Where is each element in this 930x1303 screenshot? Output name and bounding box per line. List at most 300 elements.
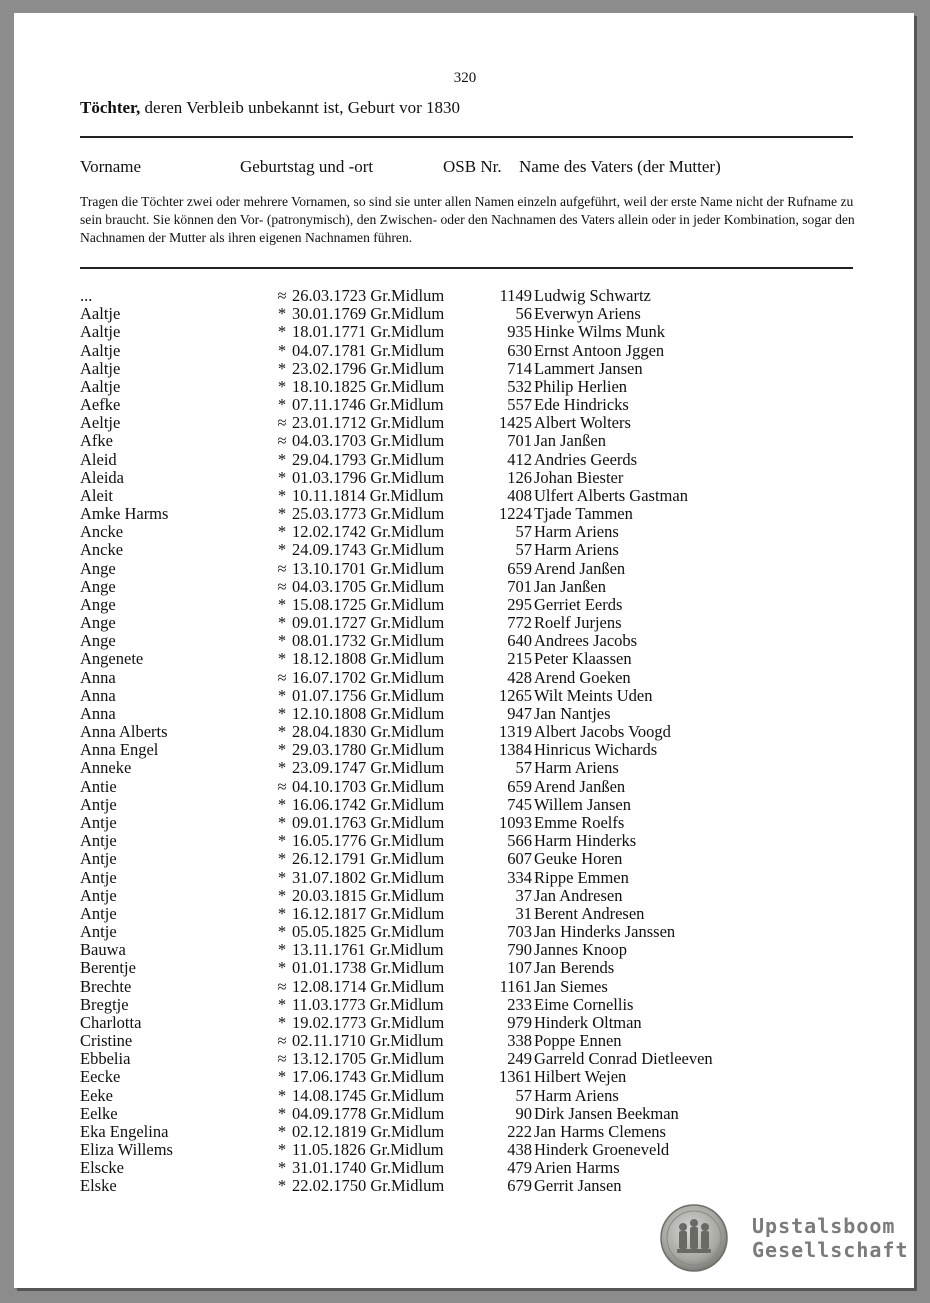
entry-name: Bregtje (80, 994, 129, 1014)
entry-osb-number: 1265 (499, 685, 532, 705)
table-row (80, 959, 860, 977)
entry-date-place: 04.10.1703 Gr.Midlum (292, 776, 445, 796)
table-row (80, 632, 860, 650)
entry-father-name: Arien Harms (534, 1158, 620, 1178)
bottom-rule (80, 267, 853, 269)
entry-osb-number: 947 (507, 703, 532, 723)
entry-date-place: 04.07.1781 Gr.Midlum (292, 340, 445, 360)
entry-osb-number: 57 (515, 1085, 532, 1105)
entry-event-mark: * (277, 794, 287, 814)
entry-event-mark: ≈ (277, 1031, 287, 1051)
table-row (80, 759, 860, 777)
table-row (80, 741, 860, 759)
entry-father-name: Gerriet Eerds (534, 594, 623, 614)
entry-date-place: 12.08.1714 Gr.Midlum (292, 976, 445, 996)
entry-name: Eecke (80, 1067, 121, 1087)
entry-father-name: Jan Siemes (534, 976, 608, 996)
entry-event-mark: * (277, 703, 287, 723)
seal-icon (659, 1203, 729, 1273)
column-header-vorname: Vorname (80, 157, 142, 176)
entry-father-name: Eime Cornellis (534, 994, 634, 1014)
entry-father-name: Arend Janßen (534, 776, 626, 796)
table-row (80, 923, 860, 941)
table-row (80, 687, 860, 705)
entry-osb-number: 701 (507, 576, 532, 596)
table-row (80, 505, 860, 523)
entry-name: Angenete (80, 649, 144, 669)
entry-father-name: Jan Hinderks Janssen (534, 922, 676, 942)
entry-osb-number: 222 (507, 1121, 532, 1141)
entry-date-place: 02.12.1819 Gr.Midlum (292, 1121, 445, 1141)
table-row (80, 1177, 860, 1195)
entry-father-name: Emme Roelfs (534, 812, 625, 832)
entry-name: Ancke (80, 522, 124, 542)
entry-father-name: Andries Geerds (534, 449, 638, 469)
entry-name: Ange (80, 613, 116, 633)
entry-osb-number: 57 (515, 540, 532, 560)
entry-osb-number: 233 (507, 994, 532, 1014)
entry-osb-number: 90 (515, 1103, 532, 1123)
entry-name: Aleid (80, 449, 117, 469)
entry-name: Aleida (80, 467, 124, 487)
entry-event-mark: * (277, 1103, 287, 1123)
entry-event-mark: * (277, 958, 287, 978)
entry-date-place: 13.11.1761 Gr.Midlum (292, 940, 444, 960)
entry-event-mark: * (277, 1140, 287, 1160)
entry-father-name: Hinke Wilms Munk (534, 322, 666, 342)
entry-event-mark: * (277, 903, 287, 923)
table-row (80, 705, 860, 723)
entry-name: Anna Alberts (80, 722, 168, 742)
table-row (80, 541, 860, 559)
entry-name: Ebbelia (80, 1049, 131, 1069)
entry-date-place: 29.04.1793 Gr.Midlum (292, 449, 445, 469)
entry-event-mark: * (277, 885, 287, 905)
entry-father-name: Hinderk Oltman (534, 1012, 642, 1032)
entry-name: Aefke (80, 395, 121, 415)
entry-date-place: 31.07.1802 Gr.Midlum (292, 867, 445, 887)
logo-line-2: Gesellschaft (752, 1238, 909, 1262)
entry-event-mark: * (277, 1085, 287, 1105)
entry-name: Amke Harms (80, 504, 169, 524)
entry-osb-number: 532 (507, 376, 532, 396)
entry-date-place: 16.07.1702 Gr.Midlum (292, 667, 445, 687)
entry-name: Antje (80, 831, 117, 851)
entry-name: Aaltje (80, 322, 121, 342)
entry-date-place: 18.12.1808 Gr.Midlum (292, 649, 445, 669)
entry-name: Eeke (80, 1085, 113, 1105)
table-row (80, 469, 860, 487)
entry-event-mark: * (277, 613, 287, 633)
entry-father-name: Garreld Conrad Dietleeven (534, 1049, 713, 1069)
entry-name: Ange (80, 631, 116, 651)
table-row (80, 978, 860, 996)
entry-osb-number: 701 (507, 431, 532, 451)
table-row (80, 941, 860, 959)
table-row (80, 905, 860, 923)
entry-father-name: Ludwig Schwartz (534, 286, 651, 305)
entry-event-mark: * (277, 340, 287, 360)
entry-father-name: Albert Jacobs Voogd (534, 722, 671, 742)
entry-date-place: 28.04.1830 Gr.Midlum (292, 722, 445, 742)
entry-father-name: Harm Ariens (534, 522, 619, 542)
table-row (80, 887, 860, 905)
entry-name: Elske (80, 1176, 117, 1196)
entry-date-place: 15.08.1725 Gr.Midlum (292, 594, 445, 614)
entry-event-mark: * (277, 831, 287, 851)
entry-name: Anna (80, 667, 116, 687)
entry-father-name: Dirk Jansen Beekman (534, 1103, 679, 1123)
entry-event-mark: ≈ (277, 1049, 287, 1069)
entry-osb-number: 607 (507, 849, 532, 869)
entry-osb-number: 215 (507, 649, 532, 669)
entry-name: Aaltje (80, 358, 121, 378)
table-row (80, 451, 860, 469)
entry-name: Aaltje (80, 340, 121, 360)
entry-name: Eelke (80, 1103, 118, 1123)
entry-event-mark: * (277, 467, 287, 487)
entry-date-place: 18.10.1825 Gr.Midlum (292, 376, 445, 396)
entry-date-place: 23.01.1712 Gr.Midlum (292, 413, 445, 433)
entry-date-place: 26.12.1791 Gr.Midlum (292, 849, 445, 869)
entry-osb-number: 630 (507, 340, 532, 360)
entry-osb-number: 334 (507, 867, 532, 887)
entry-date-place: 18.01.1771 Gr.Midlum (292, 322, 445, 342)
entry-event-mark: * (277, 812, 287, 832)
entry-date-place: 17.06.1743 Gr.Midlum (292, 1067, 445, 1087)
entry-name: Antje (80, 922, 117, 942)
entry-date-place: 16.12.1817 Gr.Midlum (292, 903, 445, 923)
entry-date-place: 23.02.1796 Gr.Midlum (292, 358, 445, 378)
table-row (80, 1014, 860, 1032)
entry-name: Anneke (80, 758, 132, 778)
document-page (14, 13, 914, 1288)
entry-father-name: Everwyn Ariens (534, 304, 641, 324)
entry-father-name: Harm Hinderks (534, 831, 637, 851)
entry-name: Antje (80, 903, 117, 923)
entry-osb-number: 56 (515, 304, 532, 324)
entry-date-place: 01.07.1756 Gr.Midlum (292, 685, 445, 705)
entry-osb-number: 935 (507, 322, 532, 342)
entry-name: Anna Engel (80, 740, 159, 760)
entry-date-place: 16.06.1742 Gr.Midlum (292, 794, 445, 814)
table-row (80, 487, 860, 505)
entry-event-mark: * (277, 1012, 287, 1032)
entry-osb-number: 31 (515, 903, 532, 923)
entry-name: Eliza Willems (80, 1140, 173, 1160)
entry-osb-number: 1161 (499, 976, 532, 996)
entry-name: Aeltje (80, 413, 121, 433)
explanatory-note: Tragen die Töchter zwei oder mehrere Vornamen, so sind sie unter allen Namen einzeln aufgeführt, weil der erste Name nicht der Rufname zu sein braucht. Sie können den Vor- (patronymisch), den Zwischen- oder den Nachnamen des Vaters allein oder in jeder Kombination, sogar den Nachnamen der Mutter als ihren eigenen Nachnamen führen. (80, 194, 855, 245)
column-header-geburt: Geburtstag und -ort (240, 157, 374, 176)
entry-event-mark: * (277, 740, 287, 760)
entry-father-name: Lammert Jansen (534, 358, 643, 378)
entry-name: Berentje (80, 958, 136, 978)
table-row (80, 814, 860, 832)
entry-name: Anna (80, 703, 116, 723)
entry-father-name: Geuke Horen (534, 849, 623, 869)
entry-osb-number: 479 (507, 1158, 532, 1178)
entry-event-mark: * (277, 722, 287, 742)
entry-osb-number: 57 (515, 758, 532, 778)
entry-event-mark: * (277, 504, 287, 524)
page-number: 320 (453, 70, 477, 86)
table-row (80, 378, 860, 396)
table-row (80, 287, 860, 305)
entry-osb-number: 772 (507, 613, 532, 633)
entry-father-name: Willem Jansen (534, 794, 631, 814)
table-row (80, 342, 860, 360)
entry-father-name: Hinricus Wichards (534, 740, 658, 760)
entry-name: Afke (80, 431, 113, 451)
table-row (80, 578, 860, 596)
table-row (80, 360, 860, 378)
table-row (80, 1159, 860, 1177)
entry-date-place: 20.03.1815 Gr.Midlum (292, 885, 445, 905)
entry-date-place: 09.01.1763 Gr.Midlum (292, 812, 445, 832)
entry-event-mark: * (277, 395, 287, 415)
entry-name: Bauwa (80, 940, 126, 960)
entry-father-name: Arend Goeken (534, 667, 631, 687)
table-row (80, 1087, 860, 1105)
column-header-osb: OSB Nr. (443, 157, 502, 176)
entries-list (80, 287, 860, 1196)
entry-name: Eka Engelina (80, 1121, 169, 1141)
entry-osb-number: 37 (515, 885, 532, 905)
entry-date-place: 14.08.1745 Gr.Midlum (292, 1085, 445, 1105)
entry-father-name: Ede Hindricks (534, 395, 629, 415)
entry-event-mark: * (277, 540, 287, 560)
table-row (80, 850, 860, 868)
logo-line-1: Upstalsboom (752, 1214, 896, 1238)
entry-name: Antje (80, 885, 117, 905)
table-row (80, 305, 860, 323)
entry-father-name: Tjade Tammen (534, 504, 633, 524)
logo-text (752, 1214, 909, 1262)
table-row (80, 778, 860, 796)
table-row (80, 1123, 860, 1141)
table-row (80, 869, 860, 887)
entry-event-mark: * (277, 994, 287, 1014)
entry-event-mark: * (277, 758, 287, 778)
entry-osb-number: 1361 (499, 1067, 532, 1087)
entry-osb-number: 428 (507, 667, 532, 687)
entry-osb-number: 659 (507, 776, 532, 796)
entry-father-name: Jannes Knoop (534, 940, 628, 960)
entry-father-name: Ulfert Alberts Gastman (534, 485, 688, 505)
entry-event-mark: ≈ (277, 576, 287, 596)
entry-osb-number: 338 (507, 1031, 532, 1051)
entry-date-place: 31.01.1740 Gr.Midlum (292, 1158, 445, 1178)
entry-date-place: 01.01.1738 Gr.Midlum (292, 958, 445, 978)
entry-osb-number: 412 (507, 449, 532, 469)
entry-osb-number: 557 (507, 395, 532, 415)
entry-event-mark: * (277, 922, 287, 942)
entry-date-place: 07.11.1746 Gr.Midlum (292, 395, 444, 415)
table-row (80, 832, 860, 850)
entry-event-mark: * (277, 685, 287, 705)
entry-father-name: Wilt Meints Uden (534, 685, 653, 705)
entry-osb-number: 679 (507, 1176, 532, 1196)
entry-father-name: Berent Andresen (534, 903, 645, 923)
entry-father-name: Harm Ariens (534, 1085, 619, 1105)
entry-event-mark: * (277, 522, 287, 542)
entry-father-name: Jan Andresen (534, 885, 623, 905)
entry-event-mark: * (277, 649, 287, 669)
table-row (80, 523, 860, 541)
entry-event-mark: ≈ (277, 413, 287, 433)
entry-date-place: 25.03.1773 Gr.Midlum (292, 504, 445, 524)
table-row (80, 796, 860, 814)
entry-father-name: Albert Wolters (534, 413, 631, 433)
society-logo (659, 1203, 909, 1273)
entry-father-name: Roelf Jurjens (534, 613, 622, 633)
entry-event-mark: ≈ (277, 776, 287, 796)
table-row (80, 1050, 860, 1068)
entry-event-mark: ≈ (277, 976, 287, 996)
entry-name: Elscke (80, 1158, 124, 1178)
entry-date-place: 24.09.1743 Gr.Midlum (292, 540, 445, 560)
entry-father-name: Harm Ariens (534, 758, 619, 778)
entry-event-mark: * (277, 304, 287, 324)
entry-date-place: 13.12.1705 Gr.Midlum (292, 1049, 445, 1069)
entry-date-place: 01.03.1796 Gr.Midlum (292, 467, 445, 487)
entry-osb-number: 1425 (499, 413, 532, 433)
entry-name: Ange (80, 558, 116, 578)
entry-name: Brechte (80, 976, 132, 996)
entry-osb-number: 1224 (499, 504, 532, 524)
entry-date-place: 30.01.1769 Gr.Midlum (292, 304, 445, 324)
table-row (80, 396, 860, 414)
entry-father-name: Jan Janßen (534, 576, 606, 596)
table-row (80, 614, 860, 632)
entry-osb-number: 703 (507, 922, 532, 942)
top-rule (80, 136, 853, 138)
entry-osb-number: 1149 (499, 286, 532, 305)
entry-event-mark: * (277, 1067, 287, 1087)
entry-name: Antje (80, 849, 117, 869)
entry-father-name: Jan Nantjes (534, 703, 611, 723)
table-row (80, 996, 860, 1014)
entry-osb-number: 659 (507, 558, 532, 578)
entry-name: ... (80, 286, 93, 305)
entry-date-place: 08.01.1732 Gr.Midlum (292, 631, 445, 651)
entry-date-place: 11.05.1826 Gr.Midlum (292, 1140, 444, 1160)
entry-date-place: 05.05.1825 Gr.Midlum (292, 922, 445, 942)
entry-name: Charlotta (80, 1012, 142, 1032)
entry-father-name: Peter Klaassen (534, 649, 632, 669)
entry-date-place: 11.03.1773 Gr.Midlum (292, 994, 444, 1014)
entry-event-mark: * (277, 1121, 287, 1141)
entry-father-name: Arend Janßen (534, 558, 626, 578)
section-title-bold: Töchter, (80, 98, 141, 117)
entry-name: Aleit (80, 485, 113, 505)
entry-father-name: Ernst Antoon Jggen (534, 340, 665, 360)
table-row (80, 560, 860, 578)
entry-name: Antje (80, 794, 117, 814)
entry-name: Aaltje (80, 304, 121, 324)
entry-event-mark: * (277, 1158, 287, 1178)
table-row (80, 432, 860, 450)
entry-osb-number: 408 (507, 485, 532, 505)
entry-event-mark: * (277, 631, 287, 651)
entry-father-name: Andrees Jacobs (534, 631, 638, 651)
entry-date-place: 29.03.1780 Gr.Midlum (292, 740, 445, 760)
entry-father-name: Jan Harms Clemens (534, 1121, 666, 1141)
entry-name: Antje (80, 867, 117, 887)
entry-osb-number: 107 (507, 958, 532, 978)
entry-father-name: Harm Ariens (534, 540, 619, 560)
entry-date-place: 22.02.1750 Gr.Midlum (292, 1176, 445, 1196)
entry-osb-number: 1384 (499, 740, 532, 760)
entry-osb-number: 640 (507, 631, 532, 651)
entry-osb-number: 1093 (499, 812, 532, 832)
entry-date-place: 12.10.1808 Gr.Midlum (292, 703, 445, 723)
entry-name: Ange (80, 594, 116, 614)
entry-father-name: Gerrit Jansen (534, 1176, 622, 1196)
entry-name: Antie (80, 776, 117, 796)
entry-name: Cristine (80, 1031, 133, 1051)
section-title (80, 98, 460, 118)
table-row (80, 723, 860, 741)
entry-date-place: 26.03.1723 Gr.Midlum (292, 286, 445, 305)
entry-osb-number: 790 (507, 940, 532, 960)
entry-event-mark: ≈ (277, 286, 287, 305)
entry-date-place: 10.11.1814 Gr.Midlum (292, 485, 444, 505)
entry-event-mark: * (277, 940, 287, 960)
entry-father-name: Johan Biester (534, 467, 624, 487)
entry-event-mark: * (277, 322, 287, 342)
entry-osb-number: 438 (507, 1140, 532, 1160)
entry-event-mark: * (277, 485, 287, 505)
entry-event-mark: * (277, 449, 287, 469)
entry-date-place: 02.11.1710 Gr.Midlum (292, 1031, 444, 1051)
entry-osb-number: 57 (515, 522, 532, 542)
entry-father-name: Philip Herlien (534, 376, 628, 396)
entry-osb-number: 979 (507, 1012, 532, 1032)
table-row (80, 1141, 860, 1159)
entry-osb-number: 745 (507, 794, 532, 814)
table-row (80, 596, 860, 614)
table-row (80, 323, 860, 341)
entry-event-mark: * (277, 849, 287, 869)
entry-event-mark: * (277, 1176, 287, 1196)
entry-name: Ange (80, 576, 116, 596)
entry-event-mark: * (277, 594, 287, 614)
entry-date-place: 04.09.1778 Gr.Midlum (292, 1103, 445, 1123)
entry-date-place: 09.01.1727 Gr.Midlum (292, 613, 445, 633)
entry-osb-number: 249 (507, 1049, 532, 1069)
entry-name: Ancke (80, 540, 124, 560)
entry-father-name: Poppe Ennen (534, 1031, 622, 1051)
entry-father-name: Rippe Emmen (534, 867, 629, 887)
entry-event-mark: * (277, 867, 287, 887)
section-title-rest: deren Verbleib unbekannt ist, Geburt vor 1830 (140, 98, 461, 117)
entry-name: Aaltje (80, 376, 121, 396)
entry-event-mark: * (277, 376, 287, 396)
entry-name: Anna (80, 685, 116, 705)
entry-event-mark: * (277, 358, 287, 378)
entry-osb-number: 566 (507, 831, 532, 851)
table-row (80, 1068, 860, 1086)
entry-event-mark: ≈ (277, 667, 287, 687)
column-header-vater: Name des Vaters (der Mutter) (519, 157, 721, 176)
entry-father-name: Jan Berends (534, 958, 615, 978)
table-row (80, 1032, 860, 1050)
entry-osb-number: 126 (507, 467, 532, 487)
entry-father-name: Hinderk Groeneveld (534, 1140, 670, 1160)
entry-date-place: 16.05.1776 Gr.Midlum (292, 831, 445, 851)
